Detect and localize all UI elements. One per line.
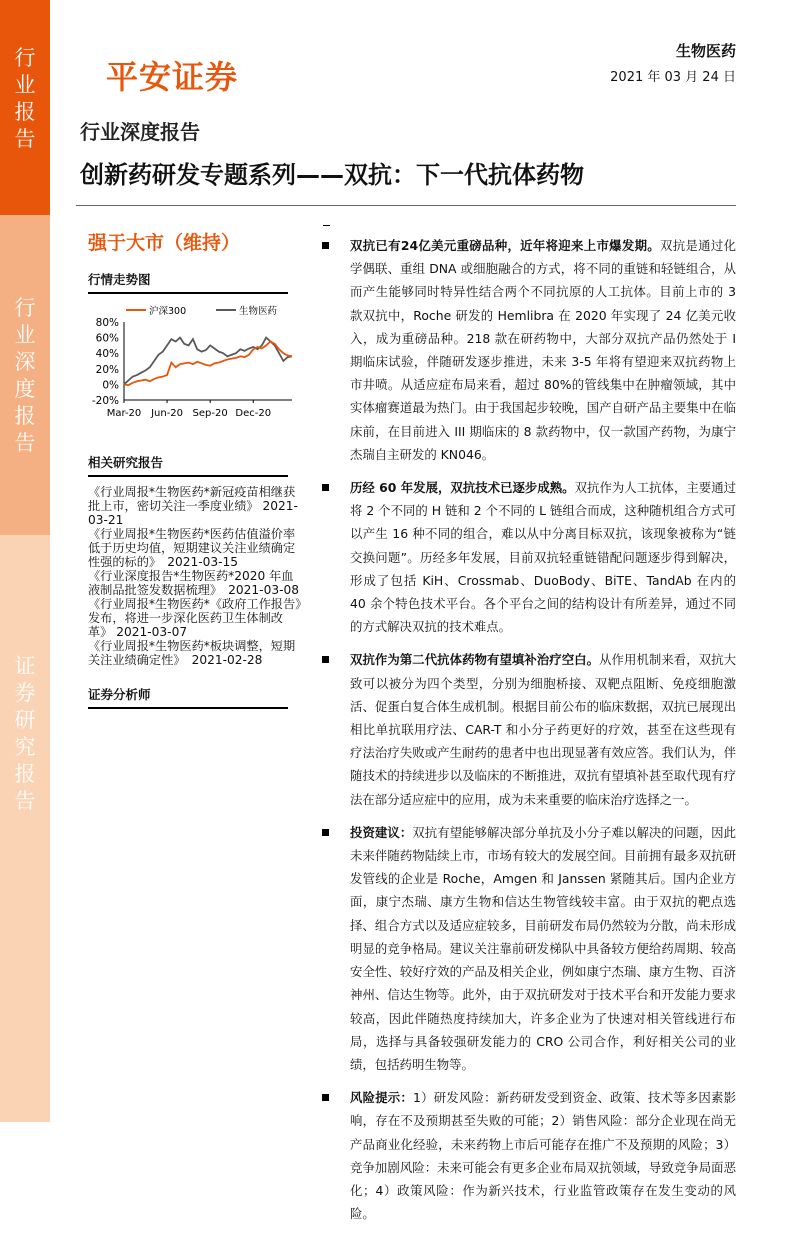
left-column — [88, 272, 303, 709]
y-tick-label: 40% — [95, 348, 119, 361]
paragraph-lead: 双抗作为第二代抗体药物有望填补治疗空白。 — [350, 652, 600, 668]
y-tick-label: 60% — [95, 332, 119, 345]
sidebar-label-text: 行业报告 — [14, 46, 36, 151]
sector-label: 生物医药 — [675, 42, 736, 60]
paragraph-text: 1）研发风险：新药研发受到资金、政策、技术等多因素影响，存在不及预期甚至失败的可能；2）销售风险：部分企业现在尚无产品商业化经验，未来药物上市后可能存在推广不及预期的风险；3）竞争加剧风险：未来可能会有更多企业布局双抗领域，导致竞争局面恶化；4）政策风险：作为新兴技术，行业监管政策存在发生变动的风险。 — [350, 1090, 737, 1222]
bullet-icon — [322, 484, 329, 491]
x-tick-label: Jun-20 — [151, 408, 184, 419]
paragraph-risk — [322, 1086, 736, 1225]
sidebar-label-industry-report — [0, 45, 50, 153]
company-logo: 平安证券 — [106, 58, 239, 96]
paragraph-lead: 风险提示： — [350, 1090, 414, 1106]
chart-heading: 行情走势图 — [88, 272, 288, 294]
sidebar-label-deep-report — [0, 295, 50, 457]
report-type: 行业深度报告 — [80, 120, 200, 144]
paragraph-technology — [322, 476, 736, 638]
y-tick-label: 20% — [95, 363, 119, 376]
y-tick-label: 80% — [95, 317, 119, 329]
sidebar-band-middle — [0, 215, 50, 535]
sidebar-band-top — [0, 0, 50, 215]
related-reports-list — [88, 485, 303, 667]
related-report-item[interactable]: 《行业周报*生物医药*新冠疫苗相继获批上市，密切关注一季度业绩》 2021-03-21 — [88, 485, 298, 527]
report-date: 2021 年 03 月 24 日 — [610, 70, 736, 85]
dash-mark — [323, 225, 330, 226]
related-report-item[interactable]: 《行业周报*生物医药*医药估值溢价率低于历史均值，短期建议关注业绩确定性强的标的》 2021-03-15 — [88, 527, 296, 569]
related-reports-heading: 相关研究报告 — [88, 455, 288, 477]
paragraph-lead: 投资建议： — [350, 824, 413, 840]
rating: 强于大市（维持） — [88, 232, 241, 254]
paragraph-lead: 历经 60 年发展，双抗技术已逐步成熟。 — [350, 480, 575, 496]
related-report-item[interactable]: 《行业深度报告*生物医药*2020 年血液制品批签发数据梳理》 2021-03-08 — [88, 569, 299, 597]
market-trend-chart — [80, 300, 310, 445]
related-report-item[interactable]: 《行业周报*生物医药*板块调整，短期关注业绩确定性》 2021-02-28 — [88, 639, 296, 667]
bullet-icon — [322, 829, 329, 836]
body-column — [322, 234, 736, 1235]
bullet-icon — [322, 656, 329, 663]
report-title: 创新药研发专题系列——双抗：下一代抗体药物 — [80, 161, 584, 189]
bullet-icon — [322, 242, 329, 249]
paragraph-mechanism — [322, 648, 736, 810]
legend-label: 沪深300 — [149, 306, 187, 317]
y-tick-label: 0% — [102, 379, 119, 392]
sidebar-label-text: 证券研究报告 — [14, 654, 36, 813]
x-tick-label: Mar-20 — [106, 408, 142, 419]
sidebar-label-securities-research — [0, 653, 50, 815]
sidebar-label-text: 行业深度报告 — [14, 296, 36, 455]
legend-label: 生物医药 — [239, 306, 278, 317]
title-divider — [76, 205, 736, 206]
x-tick-label: Dec-20 — [235, 408, 272, 419]
x-tick-label: Sep-20 — [192, 408, 228, 419]
paragraph-lead: 双抗已有24亿美元重磅品种，近年将迎来上市爆发期。 — [350, 238, 661, 253]
y-tick-label: -20% — [91, 395, 119, 407]
bullet-icon — [322, 1094, 329, 1101]
related-report-item[interactable]: 《行业周报*生物医药*《政府工作报告》发布，将进一步深化医药卫生体制改革》 2021-03-07 — [88, 597, 302, 639]
paragraph-text: 双抗作为人工抗体，主要通过将 2 个不同的 H 链和 2 个不同的 L 链组合而成，这种随机组合方式可以产生 16 种不同的组合，难以从中分离目标双抗，该现象被称为“链交换问题”。历经多年发展，目前双抗轻重链错配问题逐步得到解决，形成了包括 KiH、Crossmab、DuoBody、BiTE、TandAb 在内的 40 余个特色技术平台。各个平台之间的结构设计有所差异，通过不同的方式解决双抗的技术难点。 — [350, 480, 737, 635]
paragraph-text: 从作用机制来看，双抗大致可以被分为四个类型，分别为细胞桥接、双靶点阻断、免疫细胞激活、促蛋白复合体生成机制。根据目前公布的临床数据，双抗已展现出相比单抗联用疗法、CAR-T 和小分子药更好的疗效，甚至在这些现有疗法治疗失败或产生耐药的患者中也出现显著有效应答。我们认为，伴随技术的持续进步以及临床的不断推进，双抗有望填补甚至取代现有疗法在部分适应症中的应用，成为未来重要的临床治疗选择之一。 — [350, 652, 737, 807]
analyst-heading: 证券分析师 — [88, 687, 288, 709]
paragraph-text: 双抗是通过化学偶联、重组 DNA 或细胞融合的方式，将不同的重链和轻链组合，从而产生能够同时特异性结合两个不同抗原的人工抗体。目前上市的 3 款双抗中，Roche 研发的 Hemlibra 在 2020 年实现了 24 亿美元收入，成为重磅品种。218 款在研药物中，大部分双抗产品仍然处于 I 期临床试验，伴随研发逐步推进，未来 3-5 年将有望迎来双抗药物上市井喷。从适应症布局来看，超过 80%的管线集中在肿瘤领域，其中实体瘤赛道最为热门。由于我国起步较晚，国产自研产品主要集中在临床前，在目前进入 III 期临床的 8 款药物中，仅一款国产药物，为康宁杰瑞自主研发的 KN046。 — [350, 238, 736, 462]
paragraph-bispecific-market — [322, 234, 736, 466]
paragraph-text: 双抗有望能够解决部分单抗及小分子难以解决的问题，因此未来伴随药物陆续上市，市场有较大的发展空间。目前拥有最多双抗研发管线的企业是 Roche，Amgen 和 Janssen 紧随其后。国内企业方面，康宁杰瑞、康方生物和信达生物管线较丰富。由于双抗的靶点选择、组合方式以及适应症较多，目前研发布局仍然较为分散，尚未形成明显的竞争格局。建议关注靠前研发梯队中具备较方便给药周期、较高安全性、较好疗效的产品及相关企业，例如康宁杰瑞、康方生物、百济神州、信达生物等。此外，由于双抗研发对于技术平台和开发能力要求较高，因此伴随热度持续加大，许多企业为了快速对相关管线进行布局，选择与具备较强研发能力的 CRO 公司合作，利好相关公司的业绩，包括药明生物等。 — [350, 824, 737, 1072]
sidebar-band-bottom — [0, 535, 50, 1122]
paragraph-investment-advice — [322, 821, 736, 1076]
